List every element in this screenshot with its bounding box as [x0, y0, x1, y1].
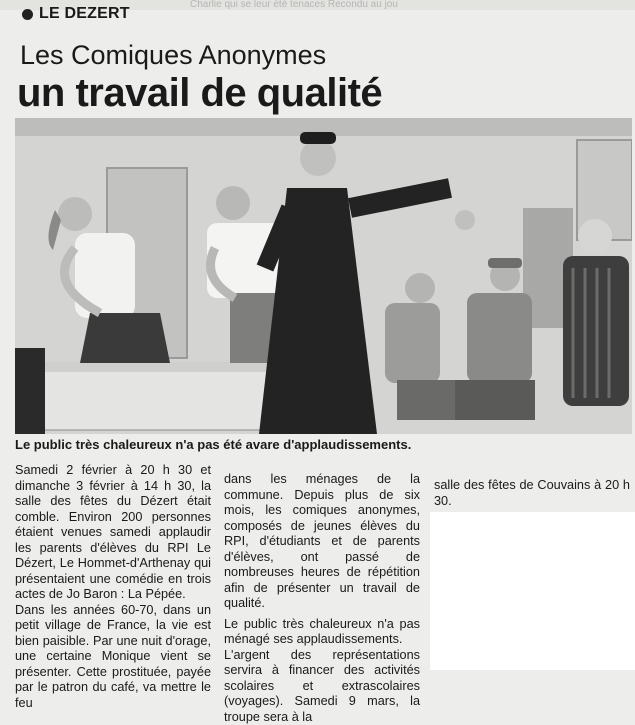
- article-column-2: [224, 472, 420, 725]
- blank-area: [430, 512, 635, 670]
- article-kicker: Les Comiques Anonymes: [20, 40, 326, 70]
- paragraph: dans les ménages de la commune. Depuis plus de six mois, les comiques anonymes, composés de jeunes élèves du RPI, d'étudiants et de parents d'élèves, ont passé de nombreuses heures de répétition afin de présenter un travail de qualité.: [224, 472, 420, 612]
- paragraph: L'argent des représentations servira à financer des activités scolaires et extrascolaires (voyages). Samedi 9 mars, la troupe sera à la: [224, 648, 420, 725]
- paragraph: Dans les années 60-70, dans un petit village de France, la vie est bien paisible. Par une nuit d'orage, une certaine Monique vient se présenter. Cette prostituée, payée par le patron du café, va mettre le feu: [15, 603, 211, 712]
- bullet-icon: [22, 9, 33, 20]
- section-label-text: LE DEZERT: [39, 5, 130, 23]
- section-label: [22, 5, 130, 23]
- article-column-3: [434, 478, 630, 509]
- article-column-1: [15, 463, 211, 711]
- article-headline: un travail de qualité: [17, 71, 382, 115]
- article-photo: [15, 118, 632, 434]
- paragraph: Samedi 2 février à 20 h 30 et dimanche 3 février à 14 h 30, la salle des fêtes du Dézert était comble. Environ 200 personnes étaient venues samedi applaudir les parents d'élèves du RPI Le Dézert, Le Hommet-d'Arthenay qui présentaient une comédie en trois actes de Jo Baron : La Pépée.: [15, 463, 211, 603]
- paragraph: salle des fêtes de Couvains à 20 h 30.: [434, 478, 630, 509]
- adjacent-article-bleed: Charlie qui se leur été tenaces Recondu au jou: [0, 0, 635, 10]
- paragraph: Le public très chaleureux n'a pas ménagé ses applaudissements.: [224, 617, 420, 648]
- photo-caption: Le public très chaleureux n'a pas été avare d'applaudissements.: [15, 436, 411, 454]
